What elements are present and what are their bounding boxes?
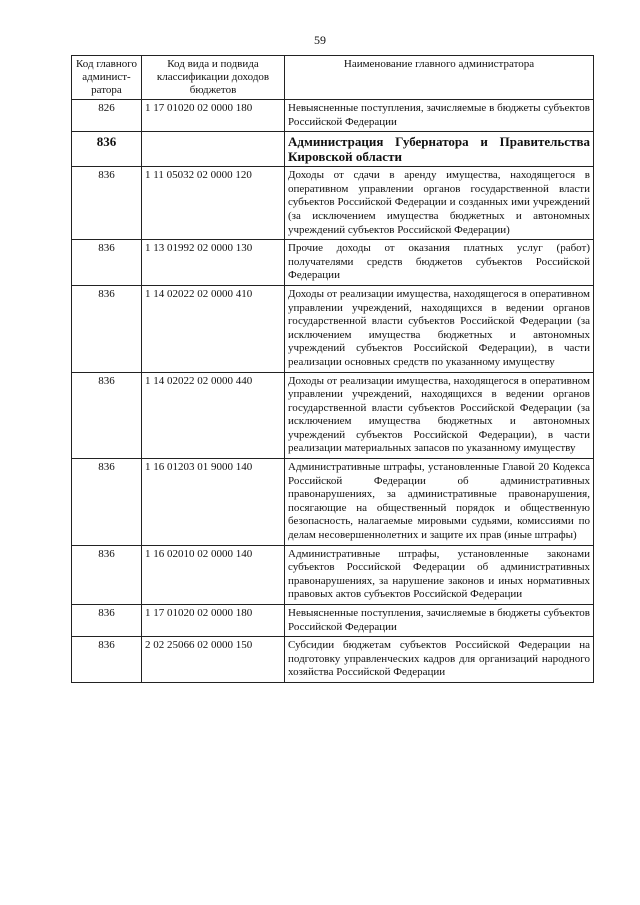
table-row (72, 285, 594, 372)
header-admin-code: Код главного админист-ратора (72, 56, 142, 100)
table-row (72, 167, 594, 240)
table-row (72, 372, 594, 459)
admin-code-cell: 836 (72, 132, 142, 167)
admin-name-cell: Субсидии бюджетам субъектов Российской Федерации на подготовку управленческих кадров для организаций народного хозяйства Российской Федерации (285, 637, 594, 683)
admin-code-cell: 836 (72, 605, 142, 637)
revenue-code-cell: 1 14 02022 02 0000 440 (142, 372, 285, 459)
admin-code-cell: 836 (72, 459, 142, 546)
table-row (72, 100, 594, 132)
header-revenue-code: Код вида и подвида классификации доходов бюджетов (142, 56, 285, 100)
admin-name-cell: Административные штрафы, установленные законами субъектов Российской Федерации об административных правонарушениях, за нарушение законов и иных нормативных правовых актов субъектов Российской Федерации (285, 545, 594, 604)
table-row (72, 545, 594, 604)
admin-name-cell: Доходы от реализации имущества, находящегося в оперативном управлении учреждений, находящихся в ведении органов государственной власти субъектов Российской Федерации (за исключением имущества бюджетных и автономных учреждений субъектов Российской Федерации), в части реализации материальных запасов по указанному имуществу (285, 372, 594, 459)
revenue-code-cell: 1 11 05032 02 0000 120 (142, 167, 285, 240)
table-row (72, 605, 594, 637)
admin-code-cell: 836 (72, 240, 142, 286)
admin-code-cell: 836 (72, 545, 142, 604)
revenue-code-cell: 1 14 02022 02 0000 410 (142, 285, 285, 372)
admin-name-cell: Прочие доходы от оказания платных услуг (работ) получателями средств бюджетов субъектов Российской Федерации (285, 240, 594, 286)
administrators-table (71, 55, 594, 683)
admin-code-cell: 836 (72, 285, 142, 372)
admin-name-cell: Доходы от реализации имущества, находящегося в оперативном управлении учреждений, находящихся в ведении органов государственной власти субъектов Российской Федерации (за исключением имущества бюджетных и автономных учреждений субъектов Российской Федерации), в части реализации основных средств по указанному имуществу (285, 285, 594, 372)
admin-name-cell: Невыясненные поступления, зачисляемые в бюджеты субъектов Российской Федерации (285, 100, 594, 132)
page-number: 59 (314, 33, 326, 47)
table-body (72, 100, 594, 683)
admin-code-cell: 826 (72, 100, 142, 132)
admin-name-cell: Невыясненные поступления, зачисляемые в бюджеты субъектов Российской Федерации (285, 605, 594, 637)
table-row (72, 240, 594, 286)
table-row (72, 459, 594, 546)
admin-code-cell: 836 (72, 372, 142, 459)
table-row (72, 637, 594, 683)
revenue-code-cell: 1 16 02010 02 0000 140 (142, 545, 285, 604)
administrator-heading-row (72, 132, 594, 167)
revenue-code-cell: 1 17 01020 02 0000 180 (142, 100, 285, 132)
revenue-code-cell (142, 132, 285, 167)
admin-code-cell: 836 (72, 637, 142, 683)
admin-name-cell: Административные штрафы, установленные Главой 20 Кодекса Российской Федерации об административных правонарушениях, за административные правонарушения, посягающие на общественный порядок и общественную безопасность, налагаемые мировыми судьями, комиссиями по делам несовершеннолетних и защите их прав (иные штрафы) (285, 459, 594, 546)
admin-name-cell: Доходы от сдачи в аренду имущества, находящегося в оперативном управлении органов государственной власти субъектов Российской Федерации и созданных ими учреждений (за исключением имущества бюджетных и автономных учреждений субъектов Российской Федерации) (285, 167, 594, 240)
revenue-code-cell: 1 13 01992 02 0000 130 (142, 240, 285, 286)
table-header-row (72, 56, 594, 100)
revenue-code-cell: 1 17 01020 02 0000 180 (142, 605, 285, 637)
admin-name-cell: Администрация Губернатора и Правительства Кировской области (285, 132, 594, 167)
admin-code-cell: 836 (72, 167, 142, 240)
revenue-code-cell: 1 16 01203 01 9000 140 (142, 459, 285, 546)
revenue-code-cell: 2 02 25066 02 0000 150 (142, 637, 285, 683)
header-admin-name: Наименование главного администратора (285, 56, 594, 100)
